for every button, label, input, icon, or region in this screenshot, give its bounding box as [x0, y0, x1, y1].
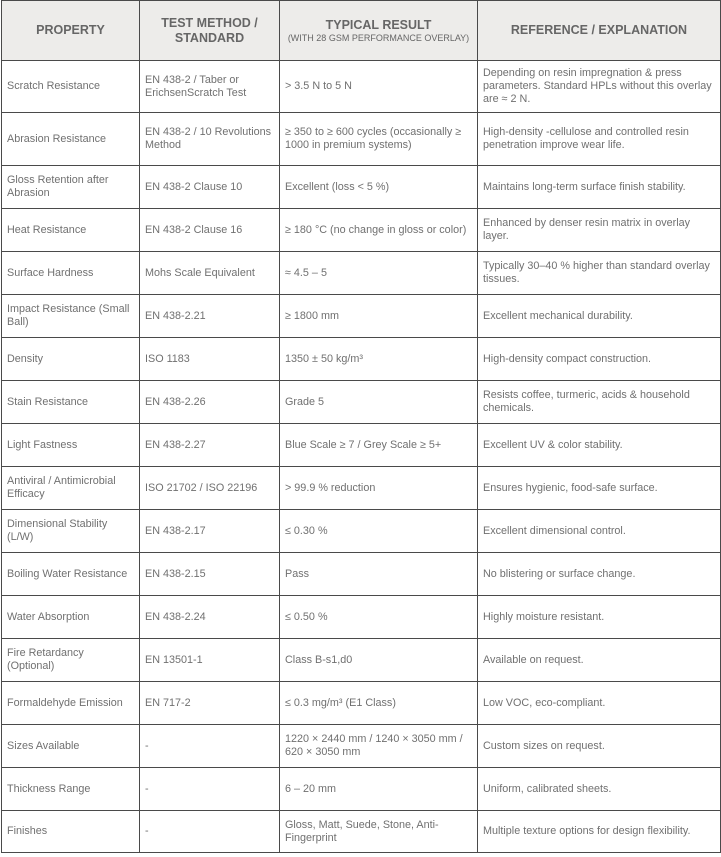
cell-property: Finishes [2, 811, 140, 853]
table-row [2, 725, 721, 768]
cell-reference: High-density -cellulose and controlled resin penetration improve wear life. [478, 113, 721, 166]
cell-result: 6 – 20 mm [280, 768, 478, 811]
cell-property: Fire Retardancy (Optional) [2, 639, 140, 682]
cell-property: Water Absorption [2, 596, 140, 639]
cell-result: 1350 ± 50 kg/m³ [280, 338, 478, 381]
cell-property: Impact Resistance (Small Ball) [2, 295, 140, 338]
cell-property: Surface Hardness [2, 252, 140, 295]
cell-reference: High-density compact construction. [478, 338, 721, 381]
cell-reference: Low VOC, eco-compliant. [478, 682, 721, 725]
table-row [2, 381, 721, 424]
cell-result: > 99.9 % reduction [280, 467, 478, 510]
cell-property: Light Fastness [2, 424, 140, 467]
header-reference: REFERENCE / EXPLANATION [478, 1, 721, 61]
cell-result: ≤ 0.50 % [280, 596, 478, 639]
cell-result: Excellent (loss < 5 %) [280, 166, 478, 209]
cell-reference: No blistering or surface change. [478, 553, 721, 596]
cell-property: Gloss Retention after Abrasion [2, 166, 140, 209]
header-test-method: TEST METHOD / STANDARD [140, 1, 280, 61]
properties-table [1, 0, 721, 853]
cell-reference: Custom sizes on request. [478, 725, 721, 768]
table-row [2, 467, 721, 510]
cell-method: EN 438-2 Clause 10 [140, 166, 280, 209]
table-row [2, 252, 721, 295]
cell-result: Grade 5 [280, 381, 478, 424]
table-row [2, 768, 721, 811]
cell-method: EN 438-2 / Taber or ErichsenScratch Test [140, 61, 280, 113]
cell-reference: Excellent UV & color stability. [478, 424, 721, 467]
cell-method: EN 438-2.21 [140, 295, 280, 338]
cell-result: Gloss, Matt, Suede, Stone, Anti-Fingerprint [280, 811, 478, 853]
cell-method: EN 438-2 / 10 Revolutions Method [140, 113, 280, 166]
cell-result: ≈ 4.5 – 5 [280, 252, 478, 295]
cell-property: Heat Resistance [2, 209, 140, 252]
cell-method: - [140, 811, 280, 853]
cell-reference: Enhanced by denser resin matrix in overlay layer. [478, 209, 721, 252]
cell-method: - [140, 725, 280, 768]
cell-result: ≤ 0.3 mg/m³ (E1 Class) [280, 682, 478, 725]
table-row [2, 553, 721, 596]
cell-result: Pass [280, 553, 478, 596]
cell-result: ≤ 0.30 % [280, 510, 478, 553]
table-row [2, 811, 721, 853]
cell-method: EN 438-2 Clause 16 [140, 209, 280, 252]
cell-result: 1220 × 2440 mm / 1240 × 3050 mm / 620 × 3050 mm [280, 725, 478, 768]
table-row [2, 682, 721, 725]
header-typical-result-title: TYPICAL RESULT [325, 17, 432, 32]
cell-method: EN 438-2.17 [140, 510, 280, 553]
cell-method: EN 438-2.26 [140, 381, 280, 424]
cell-property: Stain Resistance [2, 381, 140, 424]
cell-method: - [140, 768, 280, 811]
table-row [2, 639, 721, 682]
cell-reference: Excellent dimensional control. [478, 510, 721, 553]
cell-method: ISO 1183 [140, 338, 280, 381]
cell-property: Formaldehyde Emission [2, 682, 140, 725]
cell-method: EN 438-2.27 [140, 424, 280, 467]
cell-result: Class B-s1,d0 [280, 639, 478, 682]
cell-property: Density [2, 338, 140, 381]
cell-reference: Excellent mechanical durability. [478, 295, 721, 338]
cell-method: ISO 21702 / ISO 22196 [140, 467, 280, 510]
cell-property: Boiling Water Resistance [2, 553, 140, 596]
table-row [2, 295, 721, 338]
cell-method: Mohs Scale Equivalent [140, 252, 280, 295]
cell-reference: Typically 30–40 % higher than standard overlay tissues. [478, 252, 721, 295]
cell-reference: Resists coffee, turmeric, acids & household chemicals. [478, 381, 721, 424]
table-row [2, 61, 721, 113]
cell-reference: Multiple texture options for design flexibility. [478, 811, 721, 853]
cell-reference: Uniform, calibrated sheets. [478, 768, 721, 811]
cell-reference: Highly moisture resistant. [478, 596, 721, 639]
header-typical-result-subtitle: (WITH 28 GSM PERFORMANCE OVERLAY) [287, 32, 470, 43]
cell-method: EN 13501-1 [140, 639, 280, 682]
header-typical-result [280, 1, 478, 61]
cell-result: ≥ 350 to ≥ 600 cycles (occasionally ≥ 1000 in premium systems) [280, 113, 478, 166]
cell-result: ≥ 1800 mm [280, 295, 478, 338]
table-row [2, 596, 721, 639]
cell-result: Blue Scale ≥ 7 / Grey Scale ≥ 5+ [280, 424, 478, 467]
table-row [2, 338, 721, 381]
cell-reference: Available on request. [478, 639, 721, 682]
cell-reference: Ensures hygienic, food-safe surface. [478, 467, 721, 510]
cell-property: Sizes Available [2, 725, 140, 768]
cell-reference: Maintains long-term surface finish stability. [478, 166, 721, 209]
table-header-row [2, 1, 721, 61]
cell-property: Thickness Range [2, 768, 140, 811]
cell-method: EN 438-2.24 [140, 596, 280, 639]
cell-property: Dimensional Stability (L/W) [2, 510, 140, 553]
table-row [2, 209, 721, 252]
cell-result: > 3.5 N to 5 N [280, 61, 478, 113]
cell-property: Abrasion Resistance [2, 113, 140, 166]
cell-method: EN 438-2.15 [140, 553, 280, 596]
header-property: PROPERTY [2, 1, 140, 61]
table-row [2, 424, 721, 467]
cell-property: Antiviral / Antimicrobial Efficacy [2, 467, 140, 510]
cell-reference: Depending on resin impregnation & press parameters. Standard HPLs without this overlay are ≈ 2 N. [478, 61, 721, 113]
cell-method: EN 717-2 [140, 682, 280, 725]
table-row [2, 113, 721, 166]
table-row [2, 166, 721, 209]
cell-result: ≥ 180 °C (no change in gloss or color) [280, 209, 478, 252]
cell-property: Scratch Resistance [2, 61, 140, 113]
table-row [2, 510, 721, 553]
